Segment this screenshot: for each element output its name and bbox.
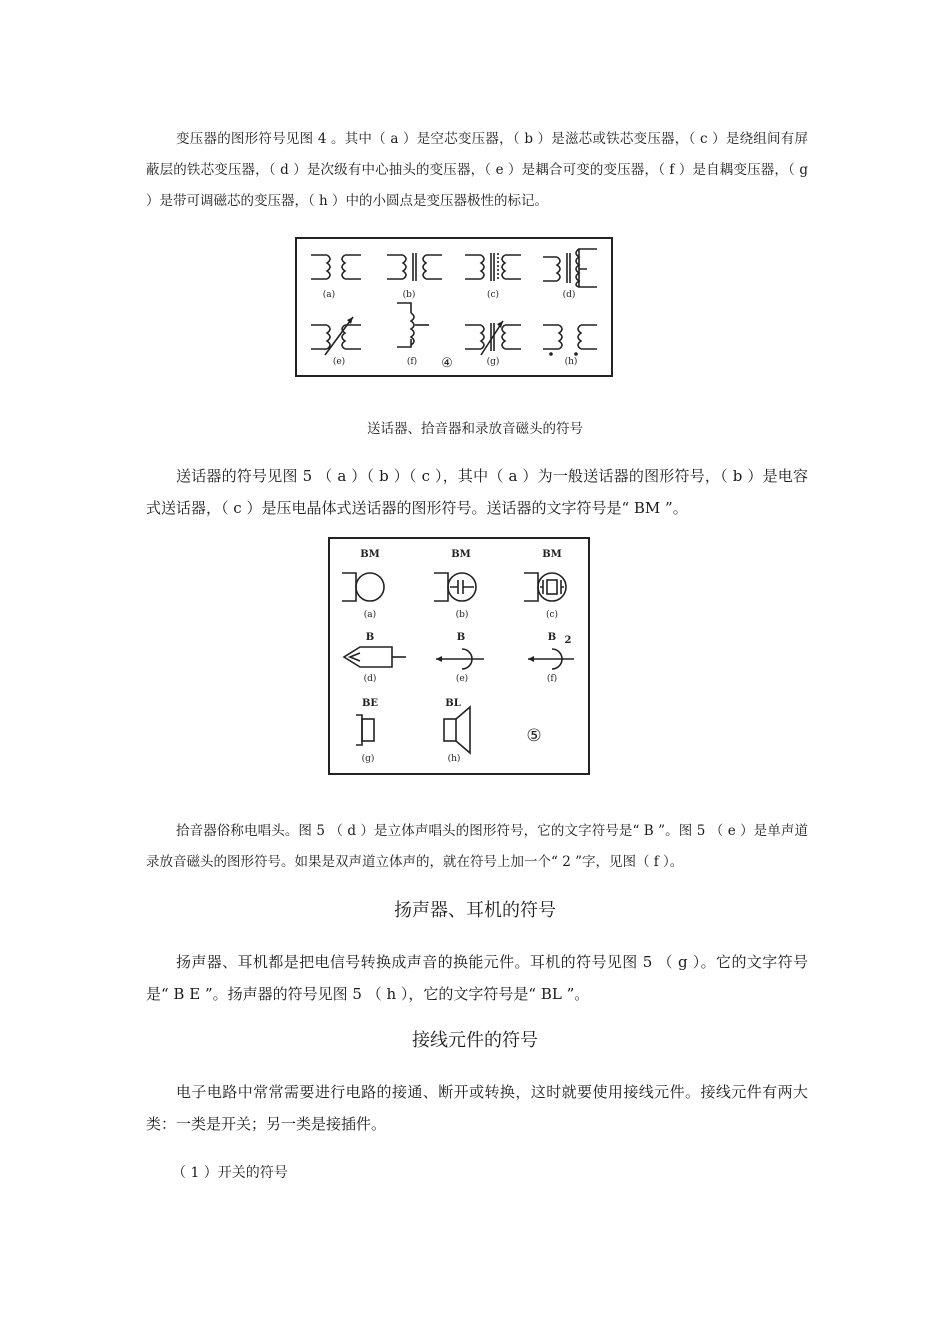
fig5-tag-d: B — [365, 632, 375, 643]
fig4-label-e: (e) — [332, 357, 346, 367]
earphone-g-icon — [356, 715, 374, 745]
fig5-label-c: (c) — [545, 610, 559, 620]
fig5-number: ⑤ — [526, 726, 542, 746]
microphone-a-icon — [342, 573, 384, 601]
paragraph-microphone: 送话器的符号见图 5 （ a ）（ b ）（ c ），其中（ a ）为一般送话器的图形符号，（ b ）是电容式送话器，（ c ）是压电晶体式送话器的图形符号。送话器的文字符号是“ BM ”。 — [146, 467, 808, 517]
fig5-label-f: (f) — [546, 674, 558, 684]
fig4-label-h: (h) — [564, 357, 578, 367]
fig4-label-b: (b) — [402, 290, 416, 300]
microphone-c-icon — [524, 573, 566, 601]
transformer-a-icon — [311, 255, 361, 279]
fig5-label-d: (d) — [363, 674, 377, 684]
fig5-label-g: (g) — [361, 754, 375, 764]
figure-5-microphone-symbols — [328, 537, 590, 775]
paragraph-pickup: 拾音器俗称电唱头。图 5 （ d ）是立体声唱头的图形符号，它的文字符号是“ B ”。图 5 （ e ）是单声道录放音磁头的图形符号。如果是双声道立体声的，就在符号上加一个“ 2 ”字，见图（ f ）。 — [146, 823, 808, 870]
fig5-tag-f-2: 2 — [564, 635, 572, 646]
fig4-label-g: (g) — [486, 357, 500, 367]
subheading-switch-symbols: （ 1 ）开关的符号 — [172, 1165, 288, 1181]
caption-microphone-pickup: 送话器、拾音器和录放音磁头的符号 — [367, 421, 583, 437]
heading-speaker-earphone: 扬声器、耳机的符号 — [394, 900, 556, 921]
paragraph-transformer: 变压器的图形符号见图 4 。其中（ a ）是空芯变压器，（ b ）是滋芯或铁芯变压器，（ c ）是绕组间有屏蔽层的铁芯变压器，（ d ）是次级有中心抽头的变压器，（ e ）是耦合可变的变压器，（ f ）是自耦变压器，（ g ）是带可调磁芯的变压器，（ h ）中的小圆点是变压器极性的标记。 — [146, 131, 808, 209]
tape-head-e-icon — [436, 649, 484, 669]
transformer-e-icon — [311, 317, 361, 355]
fig5-label-a: (a) — [363, 610, 377, 620]
fig4-label-f: (f) — [406, 357, 418, 367]
transformer-d-icon — [543, 249, 597, 287]
fig5-label-b: (b) — [455, 610, 469, 620]
fig5-tag-c: BM — [542, 549, 562, 560]
paragraph-connection: 电子电路中常常需要进行电路的接通、断开或转换，这时就要使用接线元件。接线元件有两大类：一类是开关；另一类是接插件。 — [146, 1083, 808, 1133]
heading-connection-elements: 接线元件的符号 — [412, 1030, 538, 1051]
fig4-label-d: (d) — [562, 290, 576, 300]
transformer-b-icon — [387, 253, 442, 281]
paragraph-speaker: 扬声器、耳机都是把电信号转换成声音的换能元件。耳机的符号见图 5 （ g ）。它的文字符号是“ B E ”。扬声器的符号见图 5 （ h ），它的文字符号是“ BL ”。 — [146, 953, 808, 1003]
fig5-tag-f: B — [547, 632, 557, 643]
fig5-tag-g: BE — [361, 698, 379, 709]
fig5-tag-b: BM — [451, 549, 471, 560]
transformer-c-icon — [465, 253, 521, 281]
loudspeaker-h-icon — [444, 707, 470, 753]
figure-5-svg — [330, 539, 588, 773]
fig4-label-a: (a) — [322, 290, 336, 300]
fig5-tag-a: BM — [360, 549, 380, 560]
microphone-b-icon — [434, 573, 476, 601]
fig5-label-e: (e) — [455, 674, 469, 684]
fig4-label-c: (c) — [486, 290, 500, 300]
transformer-f-icon — [397, 303, 429, 347]
fig5-tag-e: B — [456, 632, 466, 643]
fig4-number: ④ — [441, 356, 453, 371]
pickup-d-icon — [344, 647, 406, 667]
tape-head-f-icon — [528, 649, 574, 669]
transformer-h-icon — [543, 325, 597, 356]
fig5-tag-h: BL — [445, 698, 461, 709]
fig5-label-h: (h) — [447, 754, 461, 764]
figure-4-transformer-symbols — [295, 237, 613, 377]
figure-4-svg — [297, 239, 611, 375]
transformer-g-icon — [465, 321, 521, 355]
